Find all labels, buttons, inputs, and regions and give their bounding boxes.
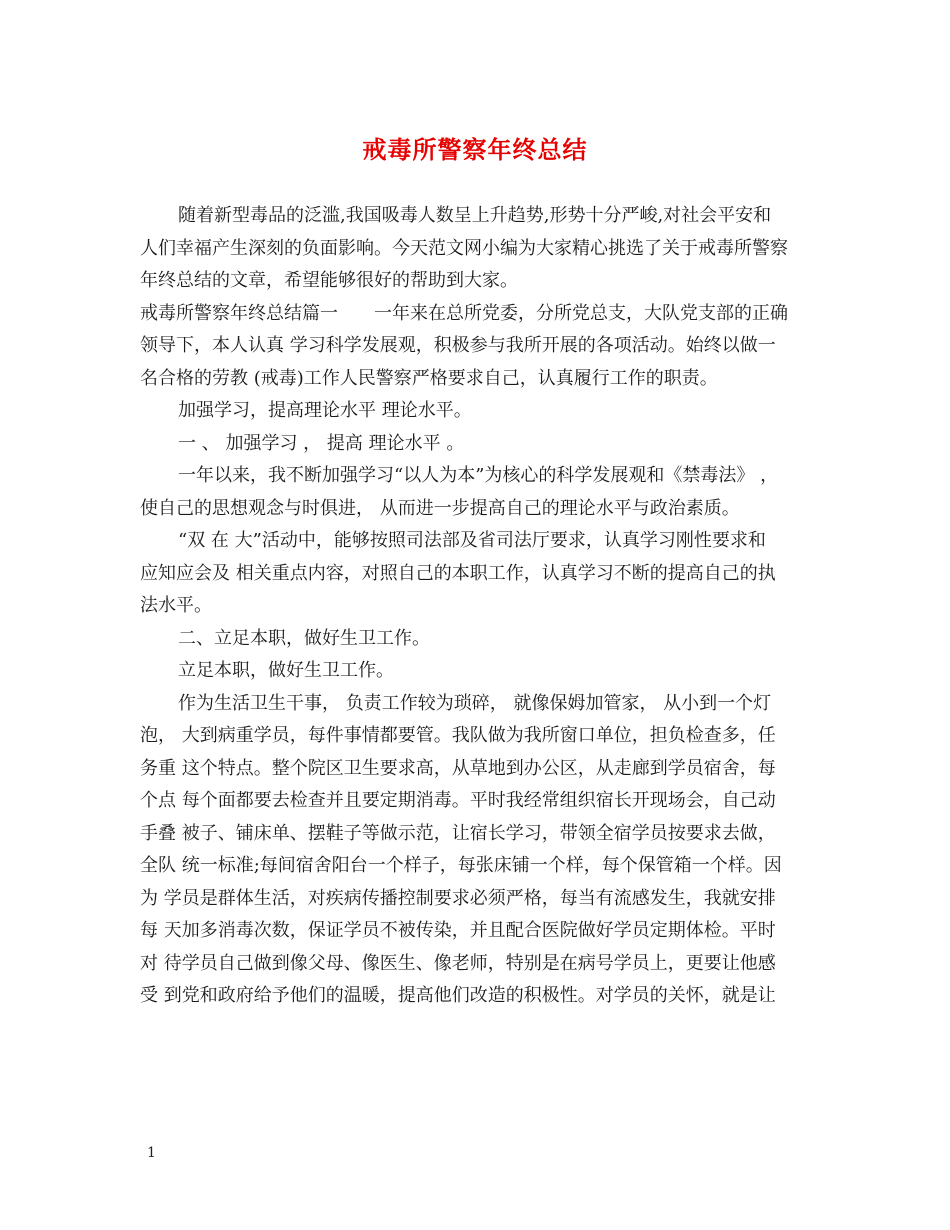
text-line: 人们幸福产生深刻的负面影响。今天范文网小编为大家精心挑选了关于戒毒所警察 <box>140 237 788 259</box>
text-line: 为 学员是群体生活，对疾病传播控制要求必须严格，每当有流感发生，我就安排 <box>140 887 776 909</box>
text-line: 对 待学员自己做到像父母、像医生、像老师，特别是在病号学员上，更要让他感 <box>140 952 776 974</box>
text-line: 一 、 加强学习 ， 提高 理论水平 。 <box>178 432 465 454</box>
text-line: 名合格的劳教 (戒毒)工作人民警察严格要求自己，认真履行工作的职责。 <box>140 367 718 389</box>
text-line: 年终总结的文章，希望能够很好的帮助到大家。 <box>140 270 518 291</box>
text-line: 应知应会及 相关重点内容，对照自己的本职工作，认真学习不断的提高自己的执 <box>140 562 776 584</box>
page-number: 1 <box>147 1145 156 1161</box>
text-line: “双 在 大”活动中，能够按照司法部及省司法厅要求，认真学习刚性要求和 <box>178 530 766 551</box>
document-title: 戒毒所警察年终总结 <box>362 135 588 164</box>
document-body <box>140 200 812 1013</box>
text-line: 戒毒所警察年终总结篇一 一年来在总所党委，分所党总支，大队党支部的正确 <box>140 302 788 324</box>
text-line: 作为生活卫生干事， 负责工作较为琐碎， 就像保姆加管家， 从小到一个灯 <box>178 692 772 714</box>
text-line: 个点 每个面都要去检查并且要定期消毒。平时我经常组织宿长开现场会，自己动 <box>140 790 776 811</box>
text-line: 加强学习，提高理论水平 理论水平。 <box>178 400 472 421</box>
text-line: 每 天加多消毒次数，保证学员不被传染，并且配合医院做好学员定期体检。平时 <box>140 920 776 941</box>
text-line: 随着新型毒品的泛滥,我国吸毒人数呈上升趋势,形势十分严峻,对社会平安和 <box>178 205 772 226</box>
text-line: 立足本职，做好生卫工作。 <box>178 660 394 681</box>
text-line: 使自己的思想观念与时俱进， 从而进一步提高自己的理论水平与政治素质。 <box>140 497 740 519</box>
text-line: 受 到党和政府给予他们的温暖，提高他们改造的积极性。对学员的关怀，就是让 <box>140 985 776 1006</box>
text-line: 全队 统一标准;每间宿舍阳台一个样子，每张床铺一个样，每个保管箱一个样。因 <box>140 855 782 876</box>
text-line: 务重 这个特点。整个院区卫生要求高，从草地到办公区，从走廊到学员宿舍，每 <box>140 757 776 779</box>
text-line: 法水平。 <box>140 595 212 616</box>
text-line: 二、立足本职，做好生卫工作。 <box>178 627 430 649</box>
text-line: 手叠 被子、铺床单、摆鞋子等做示范，让宿长学习，带领全宿学员按要求去做， <box>140 822 776 844</box>
text-line: 泡， 大到病重学员，每件事情都要管。我队做为我所窗口单位，担负检查多，任 <box>140 725 776 746</box>
text-line: 领导下，本人认真 学习科学发展观，积极参与我所开展的各项活动。始终以做一 <box>140 335 776 356</box>
text-line: 一年以来，我不断加强学习“以人为本”为核心的科学发展观和《禁毒法》 ， <box>178 465 779 486</box>
